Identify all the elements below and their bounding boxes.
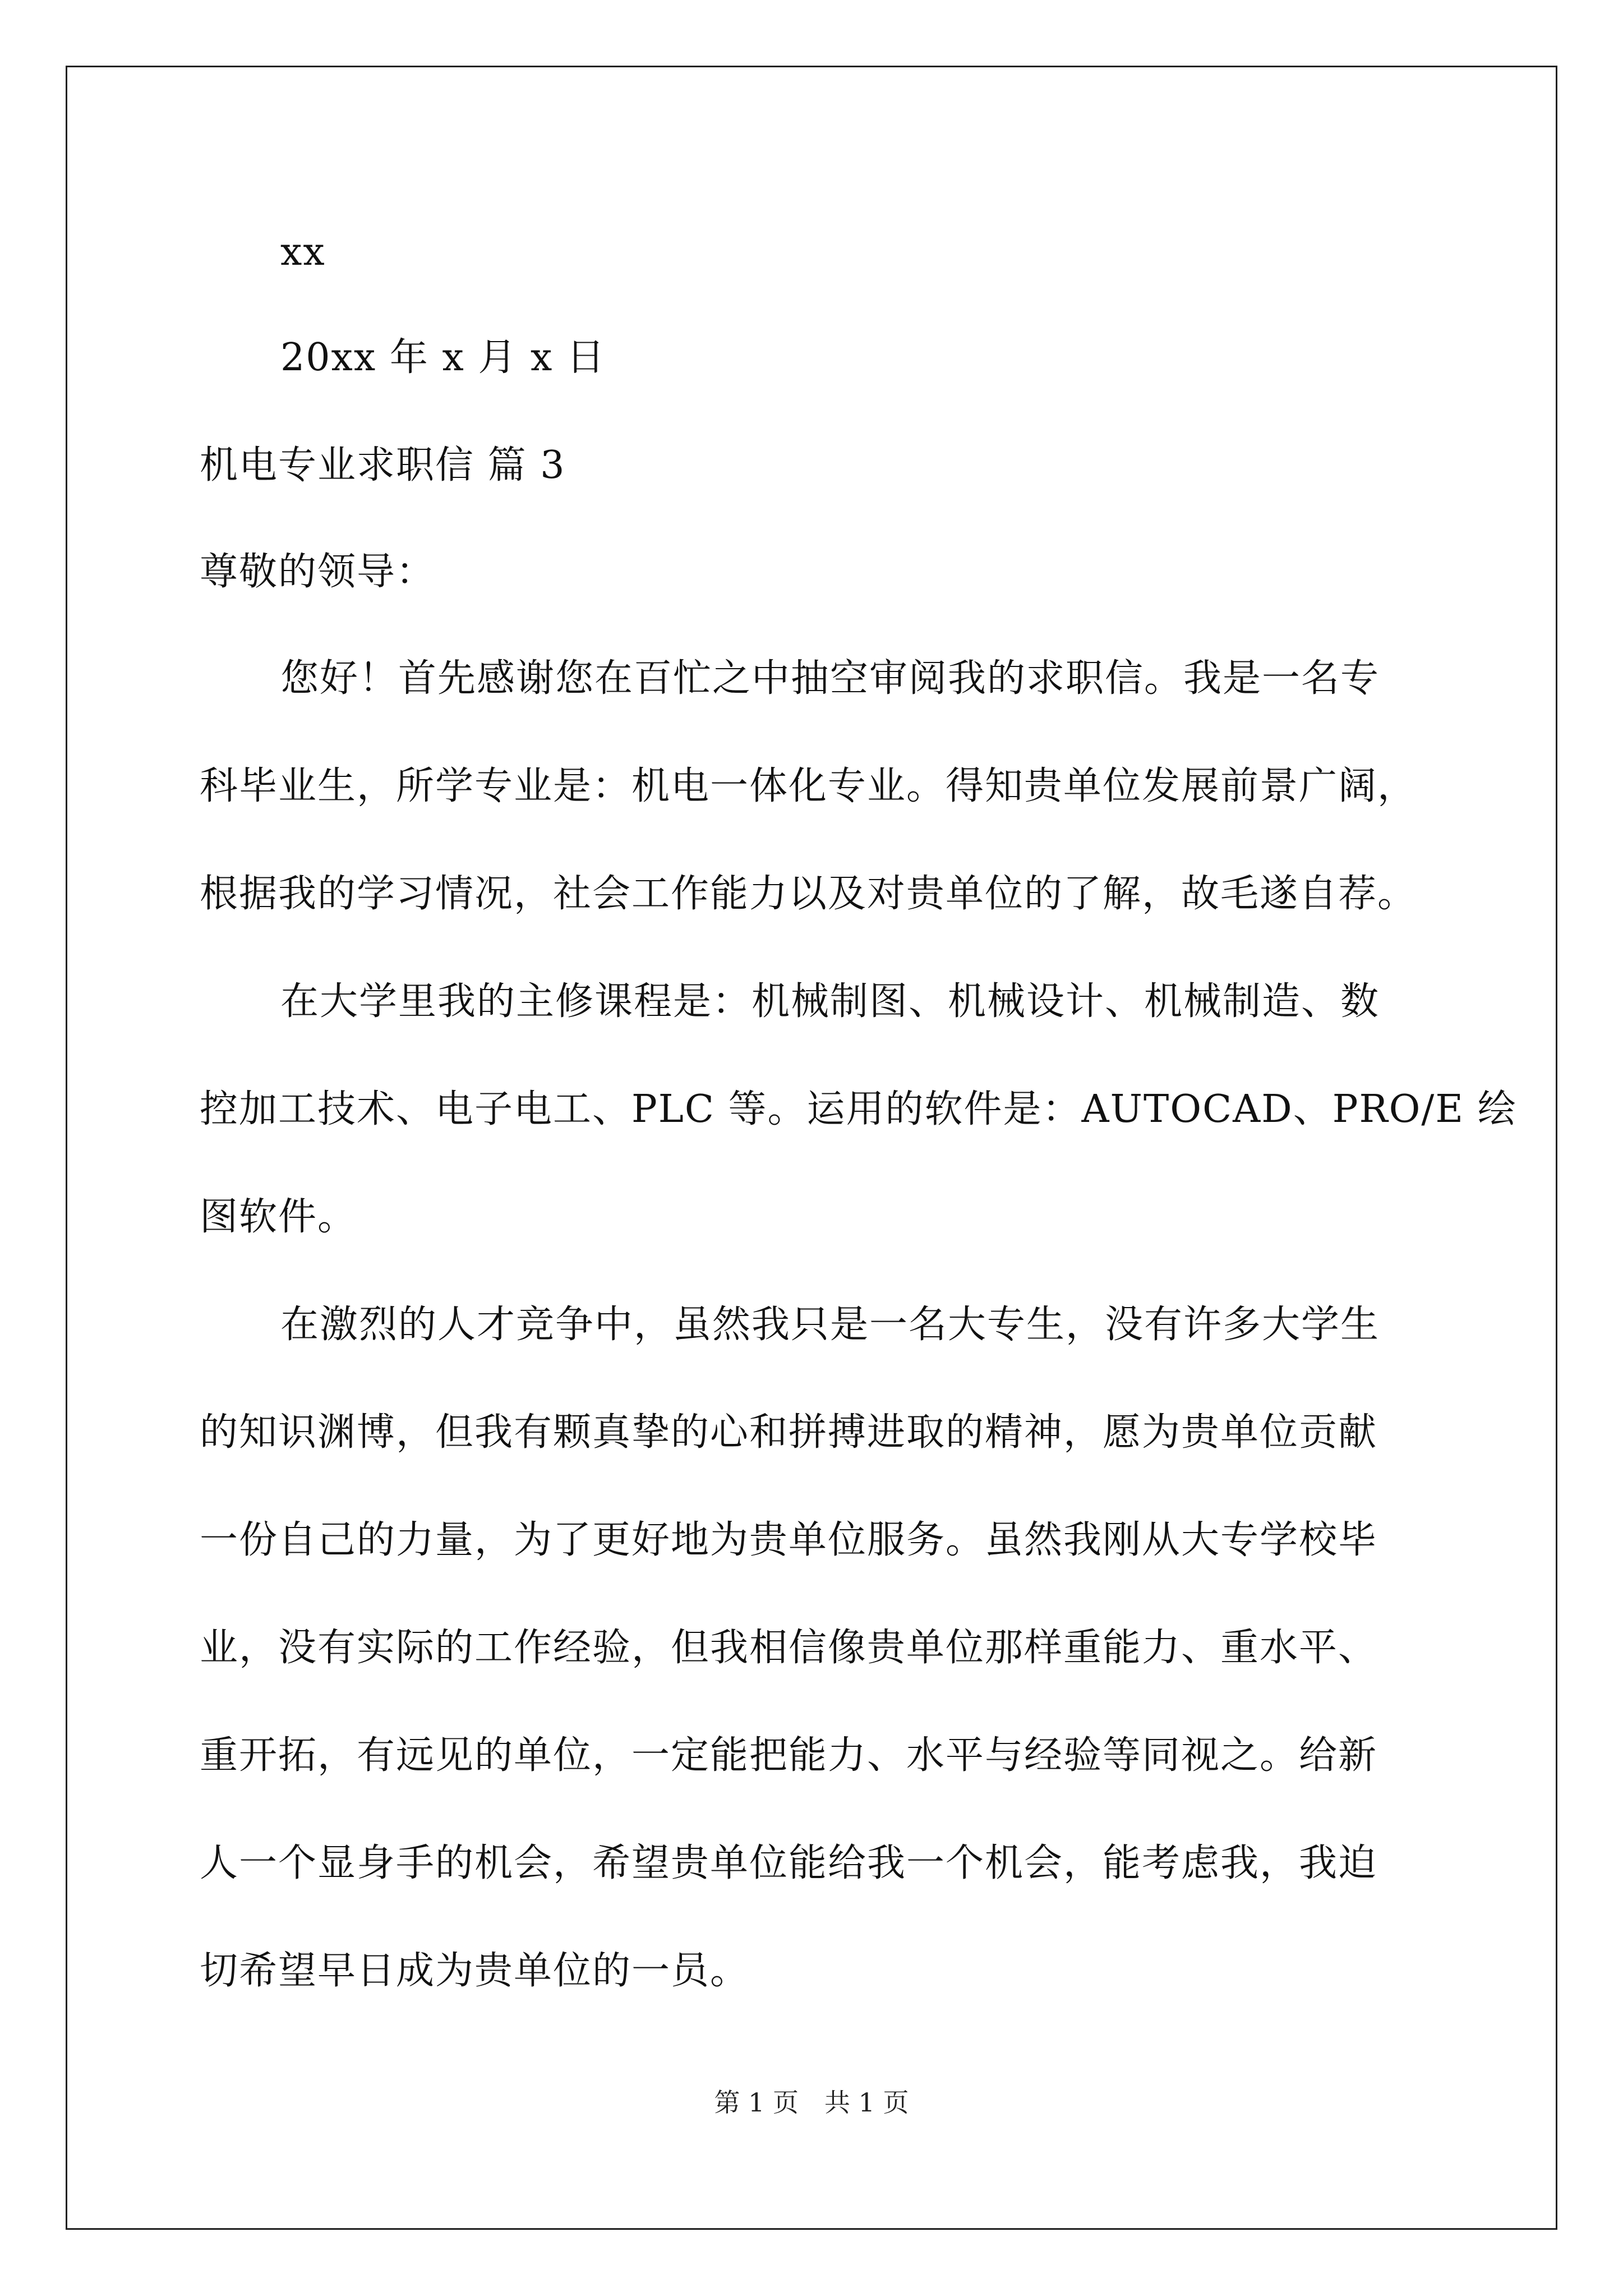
date-text: 20xx 年 x 月 x 日	[280, 335, 606, 380]
paragraph-2-line-2: 控加工技术、电子电工、PLC 等。运用的软件是：AUTOCAD、PRO/E 绘	[200, 1087, 1517, 1131]
paragraph-3-line-3: 一份自己的力量，为了更好地为贵单位服务。虽然我刚从大专学校毕	[200, 1518, 1378, 1562]
paragraph-3-line-5: 重开拓，有远见的单位，一定能把能力、水平与经验等同视之。给新	[200, 1733, 1378, 1778]
page-border	[66, 66, 1557, 2230]
signature-text: xx	[280, 230, 326, 274]
page-number-footer: 第 1 页 共 1 页	[714, 2087, 909, 2118]
paragraph-1-line-1: 您好！首先感谢您在百忙之中抽空审阅我的求职信。我是一名专	[280, 656, 1380, 701]
paragraph-3-line-2: 的知识渊博，但我有颗真挚的心和拼搏进取的精神，愿为贵单位贡献	[200, 1410, 1378, 1455]
salutation-text: 尊敬的领导：	[200, 550, 436, 594]
paragraph-3-line-7: 切希望早日成为贵单位的一员。	[200, 1949, 750, 1993]
section-title: 机电专业求职信 篇 3	[200, 443, 566, 487]
paragraph-3-line-4: 业，没有实际的工作经验，但我相信像贵单位那样重能力、重水平、	[200, 1626, 1378, 1670]
paragraph-2-line-3: 图软件。	[200, 1195, 357, 1239]
paragraph-1-line-3: 根据我的学习情况，社会工作能力以及对贵单位的了解，故毛遂自荐。	[200, 872, 1417, 916]
paragraph-3-line-6: 人一个显身手的机会，希望贵单位能给我一个机会，能考虑我，我迫	[200, 1841, 1378, 1885]
paragraph-1-line-2: 科毕业生，所学专业是：机电一体化专业。得知贵单位发展前景广阔，	[200, 764, 1417, 808]
paragraph-3-line-1: 在激烈的人才竞争中，虽然我只是一名大专生，没有许多大学生	[280, 1303, 1380, 1347]
paragraph-2-line-1: 在大学里我的主修课程是：机械制图、机械设计、机械制造、数	[280, 979, 1380, 1024]
